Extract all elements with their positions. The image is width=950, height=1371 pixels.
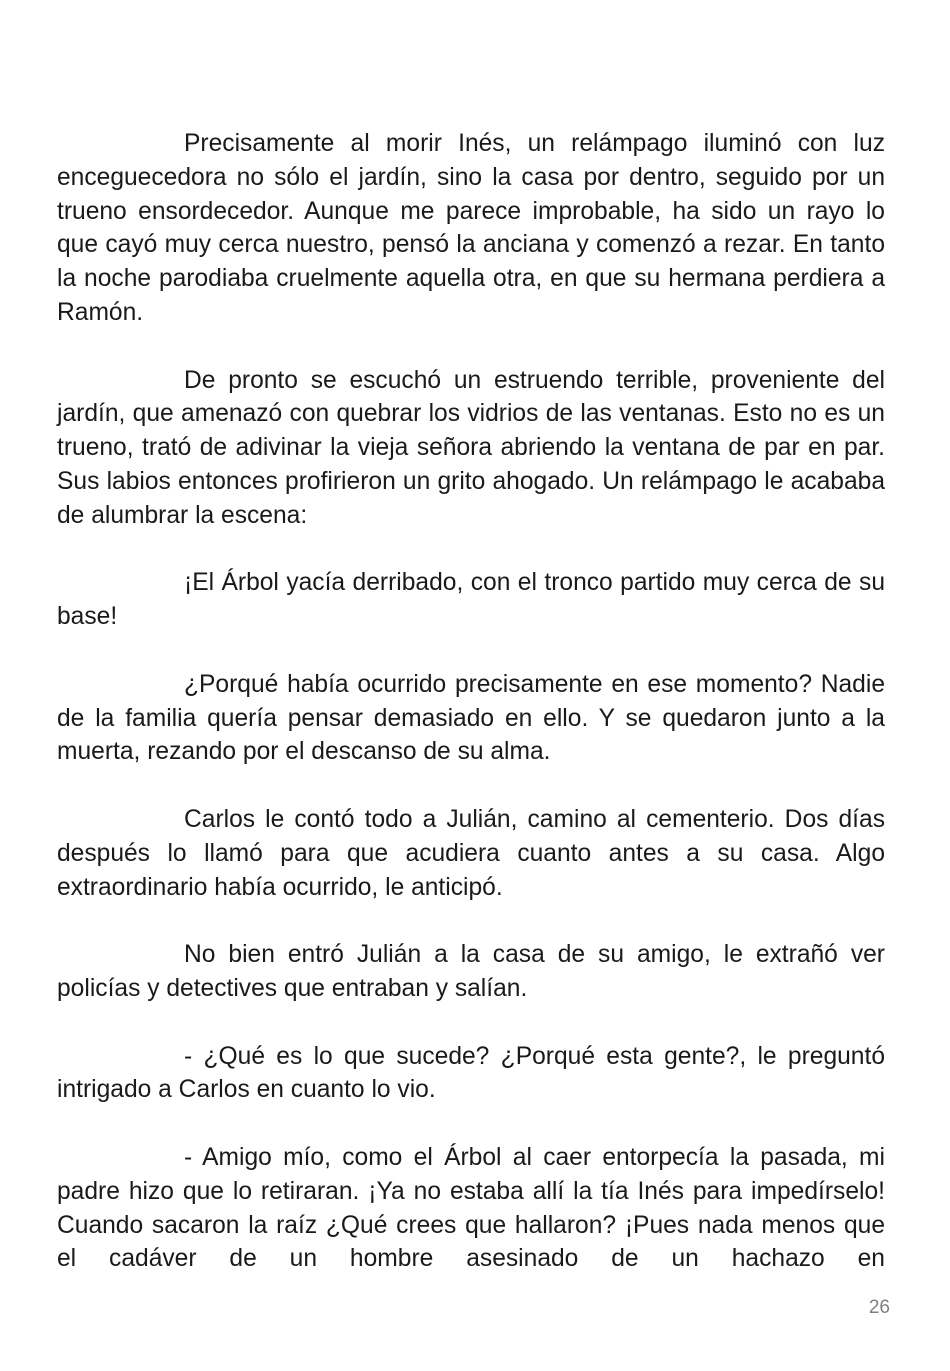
- paragraph-7: - ¿Qué es lo que sucede? ¿Porqué esta gente?, le preguntó intrigado a Carlos en cuanto lo vio.: [57, 1042, 885, 1104]
- paragraph-8: - Amigo mío, como el Árbol al caer entorpecía la pasada, mi padre hizo que lo retiraran. ¡Ya no estaba allí la tía Inés para impedírselo! Cuando sacaron la raíz ¿Qué crees que hallaron? ¡Pues nada menos que el cadáver de un hombre asesinado de un hachazo en: [57, 1143, 885, 1273]
- paragraph-1: Precisamente al morir Inés, un relámpago iluminó con luz enceguecedora no sólo el jardín, sino la casa por dentro, seguido por un trueno ensordecedor. Aunque me parece improbable, ha sido un rayo lo que cayó muy cerca nuestro, pensó la anciana y comenzó a rezar. En tanto la noche parodiaba cruelmente aquella otra, en que su hermana perdiera a Ramón.: [57, 130, 885, 326]
- paragraph-3: ¡El Árbol yacía derribado, con el tronco partido muy cerca de su base!: [57, 569, 885, 631]
- page-number: 26: [868, 1297, 890, 1318]
- text-body: [57, 127, 885, 1276]
- paragraph-2: De pronto se escuchó un estruendo terrible, proveniente del jardín, que amenazó con quebrar los vidrios de las ventanas. Esto no es un trueno, trató de adivinar la vieja señora abriendo la ventana de par en par. Sus labios entonces profirieron un grito ahogado. Un relámpago le acababa de alumbrar la escena:: [57, 366, 885, 529]
- paragraph-4: ¿Porqué había ocurrido precisamente en ese momento? Nadie de la familia quería pensar demasiado en ello. Y se quedaron junto a la muerta, rezando por el descanso de su alma.: [57, 670, 885, 766]
- paragraph-5: Carlos le contó todo a Julián, camino al cementerio. Dos días después lo llamó para que acudiera cuanto antes a su casa. Algo extraordinario había ocurrido, le anticipó.: [57, 805, 885, 901]
- paragraph-6: No bien entró Julián a la casa de su amigo, le extrañó ver policías y detectives que entraban y salían.: [57, 941, 885, 1002]
